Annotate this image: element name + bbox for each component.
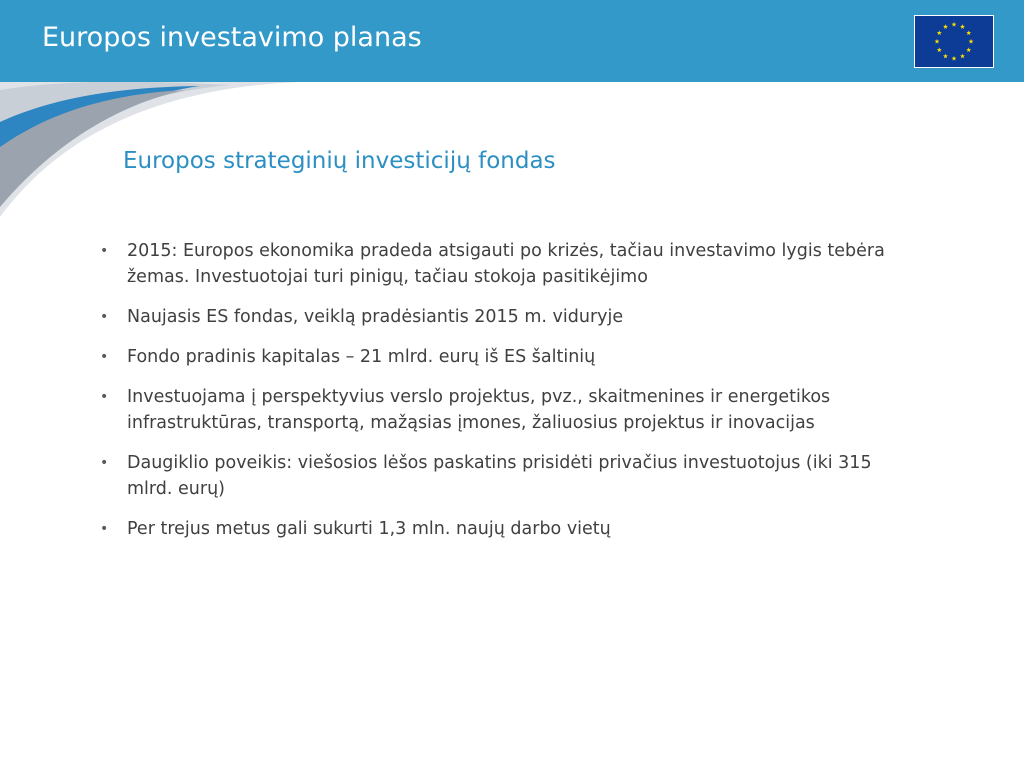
list-item bbox=[100, 450, 920, 502]
bullet-marker: • bbox=[100, 389, 109, 405]
bullet-text: 2015: Europos ekonomika pradeda atsigauti po krizės, tačiau investavimo lygis tebėra žemas. Investuotojai turi pinigų, tačiau stokoja pasitikėjimo bbox=[127, 241, 885, 287]
list-item bbox=[100, 516, 920, 542]
bullet-marker: • bbox=[100, 455, 109, 471]
section-subtitle: Europos strateginių investicijų fondas bbox=[123, 148, 556, 174]
bullet-marker: • bbox=[100, 521, 109, 537]
bullet-text: Daugiklio poveikis: viešosios lėšos paskatins prisidėti privačius investuotojus (iki 315 mlrd. eurų) bbox=[127, 453, 872, 499]
list-item bbox=[100, 344, 920, 370]
bullet-text: Fondo pradinis kapitalas – 21 mlrd. eurų iš ES šaltinių bbox=[127, 347, 596, 367]
list-item bbox=[100, 304, 920, 330]
bullet-text: Naujasis ES fondas, veiklą pradėsiantis 2015 m. viduryje bbox=[127, 307, 624, 327]
bullet-marker: • bbox=[100, 349, 109, 365]
page-title: Europos investavimo planas bbox=[42, 22, 422, 53]
bullet-text: Per trejus metus gali sukurti 1,3 mln. naujų darbo vietų bbox=[127, 519, 611, 539]
list-item bbox=[100, 384, 920, 436]
list-item bbox=[100, 238, 920, 290]
bullet-text: Investuojama į perspektyvius verslo projektus, pvz., skaitmenines ir energetikos infrastruktūras, transportą, mažąsias įmones, žaliuosius projektus ir inovacijas bbox=[127, 387, 831, 433]
header-bar bbox=[0, 0, 1024, 82]
bullet-marker: • bbox=[100, 243, 109, 259]
bullet-list bbox=[100, 238, 920, 556]
bullet-marker: • bbox=[100, 309, 109, 325]
eu-flag-icon bbox=[914, 15, 994, 68]
